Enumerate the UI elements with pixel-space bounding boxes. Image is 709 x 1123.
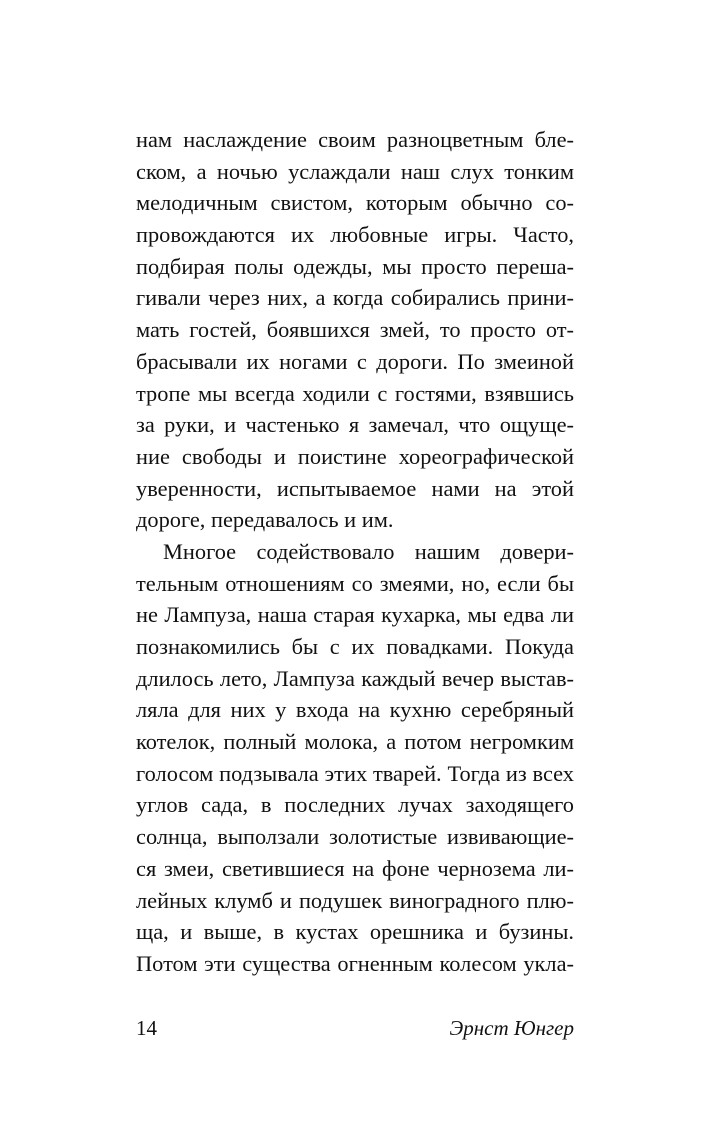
text-line: за руки, и частенько я замечал, что ощуще- [136, 412, 574, 438]
text-line: длилось лето, Лампуза каждый вечер выстав- [136, 665, 574, 691]
body-text [136, 124, 574, 980]
text-line: тропе мы всегда ходили с гостями, взявшись [136, 380, 574, 406]
text-line: провождаются их любовные игры. Часто, [136, 222, 574, 248]
text-line: ляла для них у входа на кухню серебряный [136, 697, 574, 723]
text-line: ском, а ночью услаждали наш слух тонким [136, 158, 574, 184]
page-number: 14 [136, 1016, 157, 1040]
text-line: тельным отношениям со змеями, но, если бы [136, 570, 574, 596]
text-line: котелок, полный молока, а потом негромким [136, 729, 574, 755]
paragraph-first-line: Многое содействовало нашим довери- [163, 538, 574, 564]
running-author: Эрнст Юнгер [449, 1016, 574, 1040]
text-line: познакомились бы с их повадками. Покуда [136, 634, 574, 659]
text-line: ща, и выше, в кустах орешника и бузины. [136, 919, 574, 945]
text-line: уверенности, испытываемое нами на этой [136, 475, 574, 501]
text-line: голосом подзывала этих тварей. Тогда из всех [136, 760, 574, 786]
text-line: не Лампуза, наша старая кухарка, мы едва ли [136, 602, 574, 628]
text-line: ся змеи, светившиеся на фоне чернозема ли- [136, 855, 574, 881]
text-line: мать гостей, боявшихся змей, то просто от- [136, 317, 574, 343]
text-line: гивали через них, а когда собирались прини- [136, 285, 574, 311]
text-line: нам наслаждение своим разноцветным бле- [136, 127, 574, 152]
text-line: углов сада, в последних лучах заходящего [136, 792, 574, 818]
text-line: брасывали их ногами с дороги. По змеиной [136, 348, 574, 374]
page-footer [136, 1013, 574, 1043]
text-line: Потом эти существа огненным колесом укла- [136, 950, 574, 976]
text-line: дороге, передавалось и им. [136, 507, 394, 533]
text-line: подбирая полы одежды, мы просто переша- [136, 253, 574, 279]
text-line: солнца, выползали золотистые извивающие- [136, 824, 574, 850]
text-line: ние свободы и поистине хореографической [136, 443, 574, 469]
text-line: мелодичным свистом, которым обычно со- [136, 190, 574, 216]
text-line: лейных клумб и подушек виноградного плю- [136, 887, 574, 913]
